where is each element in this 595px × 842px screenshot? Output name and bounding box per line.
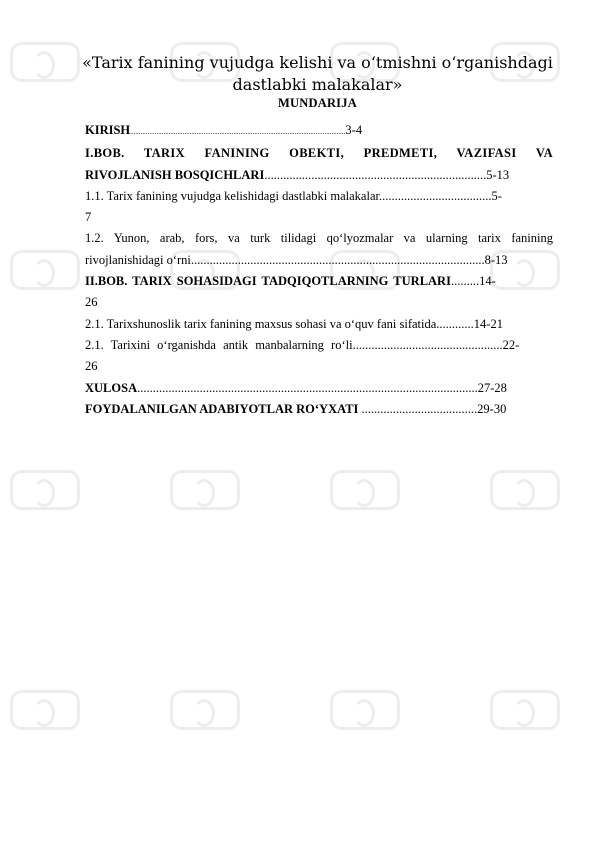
toc-entry-section-2-1b-pages <box>85 356 553 377</box>
toc-entry-title: XULOSA <box>85 380 138 395</box>
toc-entry-title: KIRISH <box>85 123 131 137</box>
watermark-logo-icon <box>170 470 240 510</box>
watermark-logo-icon <box>10 470 80 510</box>
toc-page-range: 14-21 <box>473 316 503 331</box>
toc-entry-title: FOYDALANILGAN ADABIYOTLAR RO‘YXATI <box>85 401 362 416</box>
toc-entry-section-1-2-line-2[interactable] <box>85 250 553 271</box>
toc-entry-title: rivojlanishidagi o‘rni <box>85 252 191 267</box>
toc-entry-chapter-2[interactable] <box>85 271 553 292</box>
watermark-logo-icon <box>10 690 80 730</box>
toc-page-range: 29-30 <box>477 401 507 416</box>
toc-leader: ................................................ <box>352 337 503 352</box>
toc-page-range-cont: 26 <box>85 359 98 374</box>
title-line-2: dastlabki malakalar» <box>232 75 403 94</box>
toc-entry-chapter-2-pages <box>85 292 553 313</box>
toc-page-range: 3-4 <box>345 123 363 137</box>
toc-entry-section-1-1[interactable] <box>85 186 553 207</box>
toc-leader: ........................................................................................................................... <box>130 128 346 136</box>
toc-page-range: 8-13 <box>484 252 508 267</box>
watermark-logo-icon <box>490 690 560 730</box>
toc-page-range: 14- <box>479 274 496 289</box>
toc-page-range: 5- <box>491 188 502 203</box>
document-title <box>60 52 575 96</box>
toc-entry-title: 1.2. Yunon, arab, fors, va turk tilidagi qo‘lyozmalar va ularning tarix fanining <box>85 231 553 246</box>
toc-entry-chapter-1-line-2[interactable] <box>85 165 553 186</box>
table-of-contents <box>85 120 553 420</box>
watermark-logo-icon <box>330 470 400 510</box>
toc-page-range: 5-13 <box>486 167 510 182</box>
watermark-logo-icon <box>490 470 560 510</box>
toc-entry-section-1-1-pages <box>85 207 553 228</box>
watermark-logo-icon <box>170 690 240 730</box>
toc-page-range-cont: 26 <box>85 295 98 310</box>
toc-page-range: 22- <box>502 337 520 352</box>
toc-entry-xulosa[interactable] <box>85 378 553 399</box>
toc-leader: .............................................................................................. <box>190 252 485 267</box>
toc-entry-title: 1.1. Tarix fanining vujudga kelishidagi dastlabki malakalar <box>85 188 379 203</box>
toc-leader: ............ <box>436 316 474 331</box>
toc-entry-section-2-1b[interactable] <box>85 335 553 356</box>
watermark-logo-icon <box>10 250 80 290</box>
toc-entry-title: I.BOB. TARIX FANINING OBEKTI, PREDMETI, VAZIFASI VA <box>85 146 553 161</box>
toc-leader: ............................................................................................................. <box>137 380 478 395</box>
toc-entry-chapter-1-line-1[interactable] <box>85 143 553 164</box>
toc-leader: ......... <box>450 274 480 289</box>
toc-entry-title: 2.1. Tarixshunoslik tarix fanining maxsus sohasi va o‘quv fani sifatida <box>85 316 437 331</box>
toc-entry-title: RIVOJLANISH BOSQICHLARI <box>85 167 265 182</box>
toc-entry-section-1-2-line-1[interactable] <box>85 228 553 249</box>
toc-page-range-cont: 7 <box>85 210 92 225</box>
watermark-logo-icon <box>330 690 400 730</box>
toc-page-range: 27-28 <box>477 380 507 395</box>
title-line-1: «Tarix fanining vujudga kelishi va o‘tmishni o‘rganishdagi <box>82 53 553 72</box>
toc-leader: ..................................... <box>361 401 478 416</box>
toc-entry-title: II.BOB. TARIX SOHASIDAGI TADQIQOTLARNING TURLARI <box>85 274 451 289</box>
toc-entry-title: 2.1. Tarixini o‘rganishda antik manbalarning ro‘li <box>85 337 353 352</box>
toc-entry-bibliography[interactable] <box>85 399 553 420</box>
toc-leader: ....................................................................... <box>264 167 487 182</box>
toc-heading: MUNDARIJA <box>278 96 357 110</box>
toc-leader: .................................... <box>378 188 492 203</box>
toc-entry-section-2-1a[interactable] <box>85 314 553 335</box>
toc-entry-kirish[interactable] <box>85 120 553 143</box>
